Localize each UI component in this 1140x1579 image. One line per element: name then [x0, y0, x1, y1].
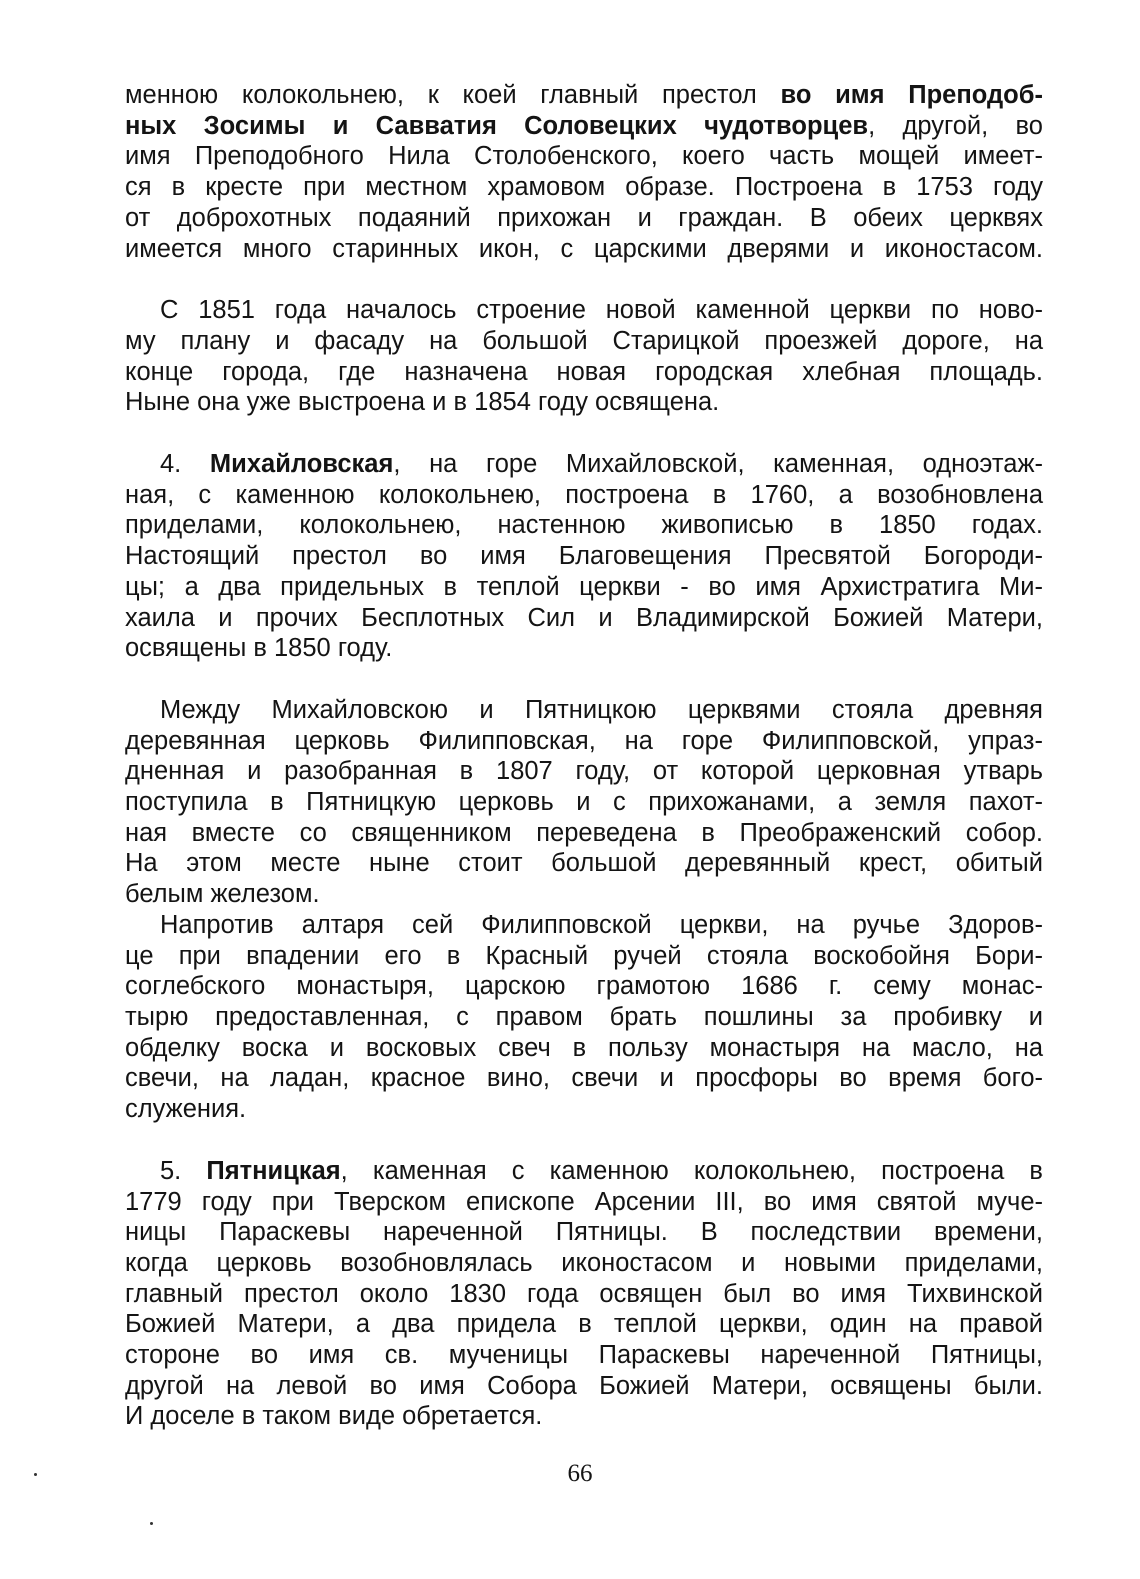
scan-speck — [150, 1522, 153, 1525]
text-line: имя Преподобного Нила Столобенского, коего часть мощей имеет- — [125, 142, 1043, 171]
text-line: И доселе в таком виде обретается. — [125, 1402, 543, 1431]
page-number: 66 — [567, 1460, 593, 1487]
text-line: ницы Параскевы нареченной Пятницы. В последствии времени, — [125, 1218, 1043, 1247]
text-line: ная, с каменною колокольнею, построена в 1760, а возобновлена — [125, 480, 1043, 509]
text-line: Между Михайловскою и Пятницкою церквями стояла древняя — [160, 695, 1043, 724]
text-line: главный престол около 1830 года освящен был во имя Тихвинской — [125, 1279, 1043, 1308]
text-line: когда церковь возобновлялась иконостасом и новыми приделами, — [125, 1248, 1043, 1277]
text-line: 1779 году при Тверском епископе Арсении III, во имя святой муче- — [125, 1187, 1043, 1216]
text-segment: 5. — [160, 1156, 207, 1185]
text-line: стороне во имя св. мученицы Параскевы нареченной Пятницы, — [125, 1341, 1043, 1370]
text-line: освящены в 1850 году. — [125, 634, 393, 663]
text-line: от доброхотных подаяний прихожан и граждан. В обеих церквях — [125, 203, 1043, 232]
text-line: другой на левой во имя Собора Божией Матери, освящены были. — [125, 1371, 1043, 1400]
text-segment: , другой, во — [868, 111, 1043, 140]
text-line: ная вместе со священником переведена в Преображенский собор. — [125, 818, 1043, 847]
paragraph — [125, 80, 1043, 264]
text-line: цы; а два придельных в теплой церкви - во имя Архистратига Ми- — [125, 572, 1043, 601]
text-line: Божией Матери, а два придела в теплой церкви, один на правой — [125, 1310, 1043, 1339]
text-line: обделку воска и восковых свеч в пользу монастыря на масло, на — [125, 1033, 1043, 1062]
text-line: имеется много старинных икон, с царскими дверями и иконостасом. — [125, 234, 1043, 263]
text-line: С 1851 года началось строение новой каменной церкви по ново- — [160, 296, 1043, 325]
text-line — [125, 111, 1043, 142]
text-line: тырю предоставленная, с правом брать пошлины за пробивку и — [125, 1002, 1043, 1031]
text-line: соглебского монастыря, царскою грамотою 1686 г. сему монас- — [125, 972, 1043, 1001]
text-line: конце города, где назначена новая городская хлебная площадь. — [125, 357, 1043, 386]
text-line: На этом месте ныне стоит большой деревянный крест, обитый — [125, 849, 1043, 878]
text-segment: , каменная с каменною колокольнею, построена в — [340, 1156, 1043, 1185]
paragraph — [125, 449, 1043, 664]
text-line: деревянная церковь Филипповская, на горе Филипповской, упраз- — [125, 726, 1043, 755]
bold-text: Михайловская — [209, 450, 394, 479]
text-line: Напротив алтаря сей Филипповской церкви, на ручье Здоров- — [160, 910, 1043, 939]
paragraph — [125, 910, 1043, 1125]
text-line — [125, 80, 1043, 111]
scan-speck — [34, 1473, 37, 1476]
text-line: дненная и разобранная в 1807 году, от которой церковная утварь — [125, 757, 1043, 786]
text-line: свечи, на ладан, красное вино, свечи и просфоры во время бого- — [125, 1064, 1043, 1093]
text-line — [125, 449, 1043, 480]
text-line: поступила в Пятницкую церковь и с прихожанами, а земля пахот- — [125, 788, 1043, 817]
bold-text: Пятницкая — [206, 1156, 341, 1185]
text-segment: 4. — [160, 450, 210, 479]
page-body — [125, 80, 1043, 1432]
text-segment: менною колокольнею, к коей главный престол — [125, 81, 781, 109]
bold-text: во имя Преподоб- — [780, 81, 1043, 109]
text-line: Ныне она уже выстроена и в 1854 году освящена. — [125, 388, 720, 417]
text-line — [125, 1156, 1043, 1187]
text-segment: , на горе Михайловской, каменная, одноэтаж- — [393, 450, 1044, 479]
text-line: це при впадении его в Красный ручей стояла воскобойня Бори- — [125, 941, 1043, 970]
text-line: служения. — [125, 1095, 247, 1124]
text-line: хаила и прочих Бесплотных Сил и Владимирской Божией Матери, — [125, 603, 1043, 632]
text-line: ся в кресте при местном храмовом образе. Построена в 1753 году — [125, 173, 1043, 202]
paragraph — [125, 295, 1043, 418]
text-line: Настоящий престол во имя Благовещения Пресвятой Богороди- — [125, 542, 1043, 571]
text-line: приделами, колокольнею, настенною живописью в 1850 годах. — [125, 511, 1043, 540]
text-line: белым железом. — [125, 880, 320, 909]
bold-text: ных Зосимы и Савватия Соловецких чудотворцев — [125, 111, 869, 140]
paragraph — [125, 695, 1043, 910]
text-line: му плану и фасаду на большой Старицкой проезжей дороге, на — [125, 326, 1043, 355]
paragraph — [125, 1156, 1043, 1432]
